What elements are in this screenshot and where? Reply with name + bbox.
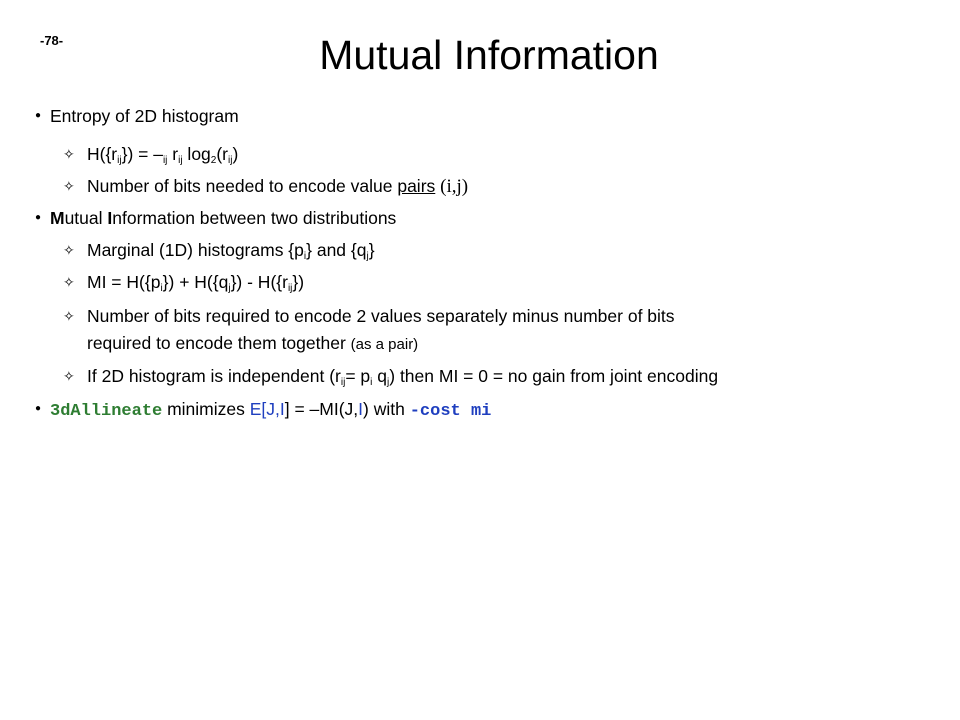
sub-bullet-icon: ✧ (63, 146, 75, 162)
sub-entropy-formula: H({rij}) = –ij rij log2(rij) (87, 144, 239, 166)
bullet-dot: ● (35, 110, 42, 121)
sub-bullet-icon: ✧ (63, 308, 75, 324)
sub-marginal-histograms: Marginal (1D) histograms {pi} and {qj} (87, 240, 375, 262)
bullet-3dallineate: 3dAllineate minimizes E[J,I] = –MI(J,I) with -cost mi (50, 399, 492, 421)
sub-bullet-icon: ✧ (63, 242, 75, 258)
bullet-entropy: Entropy of 2D histogram (50, 106, 239, 126)
page-number: -78- (40, 33, 64, 48)
command-name: 3dAllineate (50, 402, 163, 421)
sub-bullet-icon: ✧ (63, 178, 75, 194)
sub-bits-needed: Number of bits needed to encode value pairs (i,j) (87, 176, 469, 197)
bullet-mutual-information: Mutual Information between two distributions (50, 208, 397, 228)
cost-option: -cost mi (409, 402, 492, 421)
sub-independent-histogram: If 2D histogram is independent (rij= pi qj) then MI = 0 = no gain from joint encoding (87, 366, 719, 388)
sub-bullet-icon: ✧ (63, 368, 75, 384)
sub-bullet-icon: ✧ (63, 274, 75, 290)
slide-title: Mutual Information (319, 32, 659, 78)
sub-mi-formula: MI = H({pi}) + H({qj}) - H({rij}) (87, 272, 305, 294)
bullet-dot: ● (35, 212, 42, 223)
sub-bits-required-line1: Number of bits required to encode 2 values separately minus number of bits (87, 306, 675, 326)
bullet-dot: ● (35, 403, 42, 414)
sub-bits-required-line2: required to encode them together (as a pair) (87, 333, 419, 353)
